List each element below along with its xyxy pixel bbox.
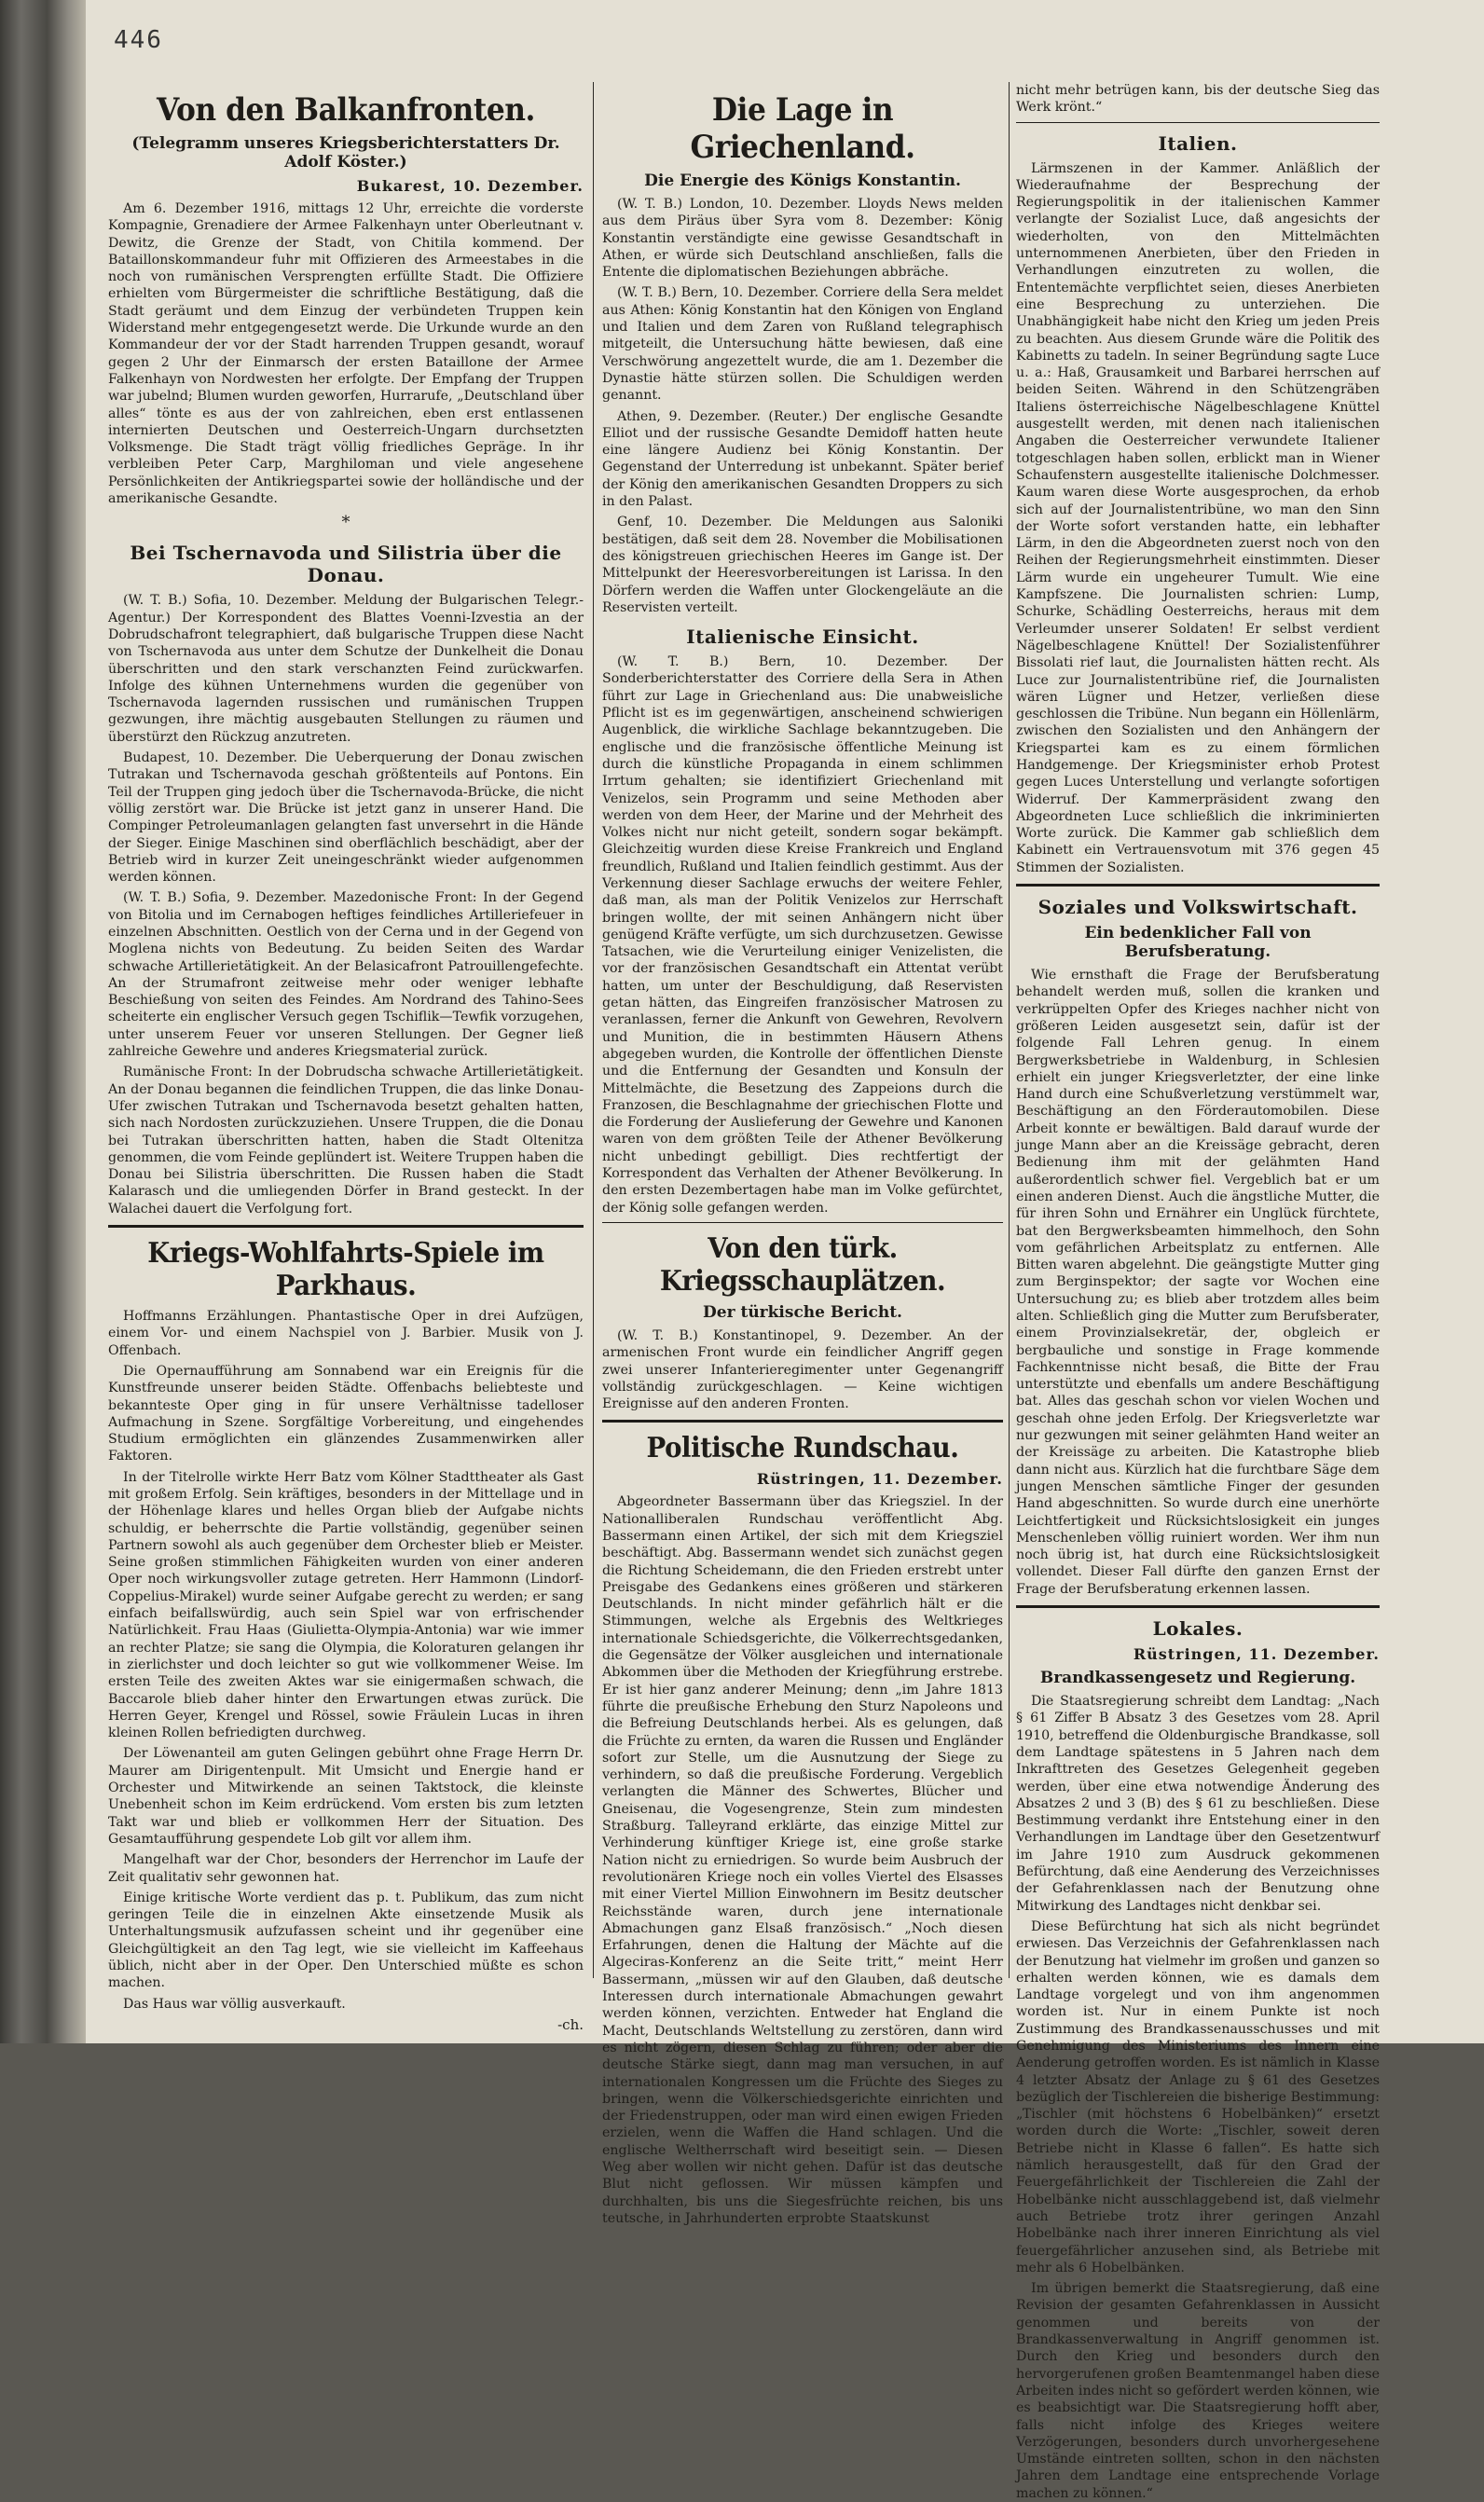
- subtitle-berufsberatung: Ein bedenklicher Fall von Berufsberatung.: [1084, 924, 1312, 962]
- column-rule-1: [593, 82, 594, 1978]
- headline-soziales: Soziales und Volkswirtschaft.: [1037, 896, 1358, 919]
- article-paragraph: Athen, 9. Dezember. (Reuter.) Der englische Gesandte Elliot und der russische Gesandte Demidoff hatten heute eine längere Audienz bei König Konstantin. Der Gegenstand der Unterredung ist unbekannt. Später berief der König den amerikanischen Gesandten Droppers zu sich in den Palast.: [602, 408, 1003, 510]
- article-paragraph: Der Löwenanteil am guten Gelingen gebührt ohne Frage Herrn Dr. Maurer am Dirigentenpult. Mit Umsicht und Energie hand er Orchester und Mitwirkende an seinen Taktstock, die kleinste Unebenheit schon im Keim erdrückend. Vom ersten bis zum letzten Takt war und blieb er vollkommen Herr der Situation. Des Gesamtaufführung gespendete Lob gilt vor allem ihm.: [108, 1746, 584, 1847]
- column-rule-2: [1009, 82, 1010, 1978]
- headline-politische-rundschau: Politische Rundschau.: [646, 1432, 959, 1465]
- article-paragraph: Im übrigen bemerkt die Staatsregierung, daß eine Revision der gesamten Gefahrenklassen in Aussicht genommen und bereits von der Brandkassenverwaltung in Angriff genommen ist. Durch den Krieg und besonders durch den hervorgerufenen großen Beamtenmangel haben diese Arbeiten indes nicht so gefördert werden können, wie es beabsichtigt war. Die Staatsregierung hofft aber, falls nicht infolge des Krieges weitere Verzögerungen, besonders durch unvorhergesehene Umstände eintreten sollten, schon in den nächsten Jahren dem Landtage eine entsprechende Vorlage machen zu können.“: [1016, 2281, 1380, 2501]
- subtitle-brandkassengesetz: Brandkassengesetz und Regierung.: [1039, 1669, 1356, 1688]
- section-rule: [1016, 1605, 1380, 1608]
- dateline-ruestringen-lokales: Rüstringen, 11. Dezember.: [1133, 1645, 1380, 1664]
- author-signature: -ch.: [557, 2015, 584, 2033]
- subtitle-energie: Die Energie des Königs Konstantin.: [644, 172, 961, 190]
- article-subtitle: Hoffmanns Erzählungen. Phantastische Oper in drei Aufzügen, einem Vor- und einem Nachspiel von J. Barbier. Musik von J. Offenbach.: [108, 1309, 584, 1358]
- article-paragraph: Diese Befürchtung hat sich als nicht begründet erwiesen. Das Verzeichnis der Gefahrenklassen nach der Benutzung hat vielmehr im großen und ganzen so erhalten werden können, wie es damals dem Landtage vorgelegt und von ihm angenommen worden ist. Nur in einem Punkte ist noch Zustimmung des Brandkassenausschusses und mit Genehmigung des Ministeriums des Innern eine Aenderung getroffen worden. Es ist nämlich in Klasse 4 letzter Absatz der Anlage zu § 61 des Gesetzes bezüglich der Tischlereien die bisherige Bestimmung: „Tischler (mit höchstens 6 Hobelbänken)“ ersetzt worden durch die Worte: „Tischler, soweit deren Betriebe nicht in Klasse 6 fallen“. Es hatte sich nämlich herausgestellt, daß für den Grad der Feuergefährlichkeit der Tischlereien die Zahl der Hobelbänke nicht ausschlaggebend ist, daß vielmehr auch Betriebe trotz ihrer geringen Anzahl Hobelbänke nach ihrer inneren Einrichtung als viel feuergefährlicher anzusehen sind, als Betriebe mit mehr als 6 Hobelbänken.: [1016, 1918, 1380, 2275]
- separator-star: *: [341, 513, 350, 533]
- article-paragraph: (W. T. B.) Sofia, 9. Dezember. Mazedonische Front: In der Gegend von Bitolia und im Cernabogen heftiges feindliches Artilleriefeuer in einzelnen Abschnitten. Oestlich von der Cerna und in der Gegend von Moglena nichts von Bedeutung. Zu beiden Seiten des Wardar schwache Artillerietätigkeit. An der Belasicafront Patrouillengefechte. An der Strumafront zeitweise mehr oder weniger lebhafte Beschießung von seiten des Feindes. Am Nordrand des Tahino-Sees scheiterte ein englischer Versuch gegen Tschiflik—Tewfik vorzugehen, unter unserem Feuer vor unseren Stellungen. Der Gegner ließ zahlreiche Gewehre und anderes Kriegsmaterial zurück.: [108, 890, 584, 1060]
- book-spine: [0, 0, 86, 2043]
- article-paragraph: Lärmszenen in der Kammer. Anläßlich der Wiederaufnahme der Besprechung der Regierungspolitik in der italienischen Kammer verlangte der Sozialist Luce, daß angesichts der wiederholten, von den Mittelmächten unternommenen Anerbieten, über den Frieden in Verhandlungen einzutreten zu wollen, die Ententemächte verpflichtet seien, dieses Anerbieten eine Besprechung zu unterziehen. Die Unabhängigkeit habe nicht den Krieg um jeden Preis zu beachten. Aus diesem Grunde wäre die Politik des Kabinetts zu tadeln. In seiner Begründung sagte Luce u. a.: Haß, Grausamkeit und Barbarei herrschen auf beiden Seiten. Während in den Schützengräben Italiens österreichische Nägelbeschlagene Knüttel ausgestellt werden, mit denen nach italienischen Angaben die Oesterreicher verwundete Italiener totgeschlagen haben sollen, erblickt man in Wiener Schaufenstern ausgestellte italienische Dolchmesser. Kaum waren diese Worte ausgesprochen, da erhob sich auf der Journalistentribüne, wo man den Sinn der Worte sofort verstanden hatte, ein lebhafter Lärm, in den die Abgeordneten zuerst noch von den Reihen der Regierungsmehrheit einstimmten. Dieser Lärm wurde ein ungeheurer Tumult. Wie eine Kampfszene. Die Journalisten schrien: Lump, Schurke, Schädling Oesterreichs, heraus mit dem Verleumder unserer Soldaten! Er selbst verdient Nägelbeschlagene Knüttel! Der Sozialistenführer Bissolati rief laut, die Journalisten hätten recht. Als Luce zur Journalistentribüne rief, die Journalisten wären Lügner und Hetzer, verließen diese geschlossen die Tribüne. Nun begann ein Höllenlärm, zwischen den Sozialisten und den Anhängern der Kriegspartei kam es zu einem förmlichen Handgemenge. Der Kriegsminister erhob Protest gegen Luces Unterstellung und verlangte sofortigen Widerruf. Der Kammerpräsident zwang den Abgeordneten Luce schließlich die inkriminierten Worte zurück. Die Kammer gab schließlich dem Kabinett ein Vertrauensvotum mit 376 gegen 45 Stimmen der Sozialisten.: [1016, 160, 1380, 875]
- section-rule: [1016, 122, 1380, 123]
- dateline-ruestringen: Rüstringen, 11. Dezember.: [756, 1470, 1003, 1489]
- dateline-bukarest: Bukarest, 10. Dezember.: [356, 177, 584, 195]
- section-rule: [108, 1225, 584, 1228]
- column-1: [108, 82, 584, 2033]
- headline-kriegs-wohlfahrts-spiele: Kriegs-Wohlfahrts-Spiele im Parkhaus.: [147, 1237, 544, 1303]
- article-paragraph: (W. T. B.) Konstantinopel, 9. Dezember. An der armenischen Front wurde ein feindlicher Angriff gegen zwei unserer Infanterieregimenter unter Gegenangriff vollständig zurückgeschlagen. — Keine wichtigen Ereignisse auf den anderen Fronten.: [602, 1327, 1003, 1412]
- article-paragraph: Die Opernaufführung am Sonnabend war ein Ereignis für die Kunstfreunde unserer beiden Städte. Offenbachs beliebteste und bekannteste Oper ging in für unsere Verhältnisse tadelloser Aufmachung in Szene. Sorgfältige Vorbereitung, und eingehendes Studium ermöglichten ein glänzendes Zusammenwirken aller Faktoren.: [108, 1363, 584, 1464]
- headline-griechenland: Die Lage in Griechenland.: [690, 91, 915, 166]
- subtitle-tuerkischer-bericht: Der türkische Bericht.: [703, 1302, 902, 1322]
- article-paragraph: Mangelhaft war der Chor, besonders der Herrenchor im Laufe der Zeit qualitativ sehr gewonnen hat.: [108, 1852, 584, 1885]
- article-paragraph: Am 6. Dezember 1916, mittags 12 Uhr, erreichte die vorderste Kompagnie, Grenadiere der Armee Falkenhayn unter Oberleutnant v. Dewitz, die Grenze der Stadt, von Chitila kommend. Der Bataillonskommandeur fuhr mit Offizieren des Armeestabes in die noch von rumänischen Versprengten erfüllte Stadt. Die Offiziere erhielten vom Bürgermeister die schriftliche Bestätigung, daß die Stadt geräumt und dem Einzug der verbündeten Truppen kein Widerstand mehr entgegengesetzt werde. Die Urkunde wurde an den Kommandeur der vor der Stadt harrenden Truppen gesandt, worauf gegen 2 Uhr der Einmarsch der ersten Bataillone der Armee Falkenhayn von Nordwesten her erfolgte. Der Empfang der Truppen war jubelnd; Blumen wurden geworfen, Hurrarufe, „Deutschland über alles“ tönte es aus der von zahlreichen, eben erst entlassenen internierten Deutschen und Oesterreich-Ungarn durchsetzten Volksmenge. Die Stadt trägt völlig friedliches Gepräge. In ihr verbleiben Peter Carp, Marghiloman und viele angesehene Persönlichkeiten der Antikriegspartei sowie der holländische und der amerikanische Gesandte.: [108, 201, 584, 507]
- article-paragraph: (W. T. B.) Bern, 10. Dezember. Corriere della Sera meldet aus Athen: König Konstantin hat den Königen von England und Italien und dem Zaren von Rußland telegraphisch mitgeteilt, die Untersuchung hätte bewiesen, daß eine Verschwörung angezettelt wurde, die am 1. Dezember die Dynastie hätte stürzen sollen. Die Schuldigen werden genannt.: [602, 285, 1003, 404]
- page-number: 446: [114, 26, 163, 54]
- article-paragraph: In der Titelrolle wirkte Herr Batz vom Kölner Stadttheater als Gast mit großem Erfolg. Sein kräftiges, besonders in der Mittellage und in der Höhenlage klares und helles Organ blieb der Aufgabe nichts schuldig, er beherrschte die Partie vollständig, gegenüber seinen Partnern sowohl als auch gegenüber dem Orchester blieb er Meister. Seine großen stimmlichen Fähigkeiten wurden von einer anderen Oper noch wirkungsvoller zutage getreten. Herr Hammonn (Lindorf-Coppelius-Mirakel) wurde seiner Aufgabe gerecht zu werden; er sang einfach beifallswürdig, auch sein Spiel war von erfrischender Natürlichkeit. Frau Haas (Giulietta-Olympia-Antonia) war wie immer an rechter Platze; sie sang die Olympia, die Koloraturen gelangen ihr in zierlichster und doch leichter so gut wie vollkommener Weise. Im ersten Teile des zweiten Aktes war sie einigermaßen schwach, die Baccarole blieb daher hinter den Erwartungen etwas zurück. Die Herren Geyer, Krengel und Rössel, sowie Fräulein Lucas in ihren kleinen Rollen befriedigten durchweg.: [108, 1469, 584, 1741]
- headline-italien: Italien.: [1158, 131, 1238, 155]
- article-paragraph: Die Staatsregierung schreibt dem Landtag: „Nach § 61 Ziffer B Absatz 3 des Gesetzes vom 28. April 1910, betreffend die Oldenburgische Brandkasse, soll dem Landtage spätestens in 5 Jahren nach dem Inkrafttreten des Gesetzes Gelegenheit gegeben werden, über eine etwa notwendige Änderung des Absatzes 2 und 3 (B) des § 61 zu beschließen. Diese Bestimmung verdankt ihre Entstehung einer in den Verhandlungen im Landtage über den Gesetzentwurf im Jahre 1910 zum Ausdruck gekommenen Befürchtung, daß eine Aenderung des Verzeichnisses der Gefahrenklassen nach der Benutzung ohne Mitwirkung des Landtages nicht denkbar sei.: [1016, 1694, 1380, 1914]
- article-paragraph: Das Haus war völlig ausverkauft.: [123, 1996, 346, 2012]
- section-rule: [602, 1222, 1003, 1223]
- section-rule: [1016, 884, 1380, 887]
- column-2: [602, 82, 1003, 2226]
- article-paragraph: Abgeordneter Bassermann über das Kriegsziel. In der Nationalliberalen Rundschau veröffentlicht Abg. Bassermann einen Artikel, der sich mit dem Kriegsziel beschäftigt. Abg. Bassermann wendet sich zunächst gegen die Richtung Scheidemann, die den Frieden erstrebt unter Preisgabe des Gedankens eines größeren und stärkeren Deutschlands. In nicht minder gefährlich hält er die Stimmungen, welche als Ergebnis des Weltkrieges internationale Schiedsgerichte, die Völkerrechtsgedanken, die Gegensätze der Völker ausgleichen und internationale Abkommen über die Methoden der Kriegführung erstrebe. Er ist hier ganz anderer Meinung; denn „im Jahre 1813 führte die preußische Erhebung den Sturz Napoleons und die Befreiung Deutschlands herbei. Als es gelungen, daß die Früchte zu ernten, da waren die Russen und Engländer sofort zur Stelle, um die Ausnutzung der Siege zu verhindern, so daß die preußische Forderung. Vergeblich verlangten die Männer des Schwertes, Blücher und Gneisenau, die Vogesengrenze, Stein zum mindesten Straßburg. Talleyrand erklärte, das einzige Mittel zur Verhinderung künftiger Kriege ist, eine große starke Nation nicht zu erniedrigen. So wurde beim Ausbruch der revolutionären Kriege noch ein volles Viertel des Elsasses mit einer Viertel Million Einwohnern im Besitz deutscher Reichsstände waren, durch jene internationale Abmachungen ganz Elsaß französisch.“ „Noch diesen Erfahrungen, denen die Haltung der Mächte auf die Algeciras-Konferenz an die Seite tritt,“ meint Herr Bassermann, „müssen wir auf den Glauben, daß deutsche Interessen durch internationale Abmachungen gewahrt werden können, verzichten. Entweder hat England die Macht, Deutschlands Weltstellung zu zerstören, dann wird es nicht zögern, diesen Schlag zu führen; oder aber die deutsche Stärke siegt, dann mag man versuchen, in auf internationalen Kongressen um die Früchte des Sieges zu bringen, wenn die Völkerschiedsgerichte einrichten und der Friedenstruppen, oder man wird einen ewigen Frieden erzielen, wenn die Waffen die Hand schlagen. Und die englische Weltherrschaft wird beseitigt sein. — Diesen Weg aber wollen wir nicht gehen. Dafür ist das deutsche Blut nicht geflossen. Wir müssen kämpfen und durchhalten, bis uns die Siegesfrüchte reichen, bis uns teutsche, in Jahrhunderten erprobte Staatskunst: [602, 1494, 1003, 2226]
- headline-kriegsschauplaetze: Von den türk. Kriegsschauplätzen.: [659, 1231, 946, 1298]
- article-paragraph: Budapest, 10. Dezember. Die Ueberquerung der Donau zwischen Tutrakan und Tschernavoda geschah größtenteils auf Pontons. Ein Teil der Truppen ging jedoch über die Tschernavoda-Brücke, die nicht völlig zerstört war. Die Brücke ist jetzt ganz in unserer Hand. Die Compinger Petroleumanlagen gelangten fast unversehrt in die Hände der Sieger. Einige Maschinen sind oberflächlich beschädigt, aber der Betrieb wird in kurzer Zeit uneingeschränkt wieder aufgenommen werden können.: [108, 750, 584, 886]
- section-rule: [602, 1420, 1003, 1423]
- subtitle-telegramm: (Telegramm unseres Kriegsberichterstatters Dr. Adolf Köster.): [131, 134, 560, 172]
- article-paragraph: Rumänische Front: In der Dobrudscha schwache Artillerietätigkeit. An der Donau begannen die feindlichen Truppen, die das linke Donau-Ufer zwischen Tutrakan und Tschernavoda besetzt gehalten hatten, sich nach Nordosten zurückzuziehen. Unsere Truppen, die die Donau bei Tutrakan überschritten hatten, haben die Stadt Oltenitza genommen, die vom Feinde geplündert ist. Weitere Truppen haben die Donau bei Silistria überschritten. Die Russen haben die Stadt Kalarasch und die umliegenden Dörfer in Brand gesteckt. In der Walachei dauert die Verfolgung fort.: [108, 1065, 584, 1217]
- column-3: [1016, 82, 1380, 2501]
- headline-balkanfronten: Von den Balkanfronten.: [157, 91, 535, 129]
- article-paragraph: Wie ernsthaft die Frage der Berufsberatung behandelt werden muß, sollen die kranken und verkrüppelten Opfer des Krieges nachher nicht von größeren Leiden ausgesetzt sein, dafür ist der folgende Fall Lehren genug. In einem Bergwerksbetriebe in Waldenburg, in Schlesien erhielt ein junger Kriegsverletzter, der eine linke Hand durch eine Schußverletzung verstümmelt war, Beschäftigung an den Förderautomobilen. Diese Arbeit konnte er bewältigen. Bald darauf wurde der junge Mann aber an die Kreissäge gebracht, deren Bedienung ihm mit der gelähmten Hand außerordentlich schwer fiel. Vergeblich bat er um einen anderen Dienst. Auch die ängstliche Mutter, die für ihren Sohn und Ernährer ein Unglück fürchtete, bat den Bergwerksbeamten himmelhoch, den Sohn vom gefährlichen Arbeitsplatz zu entfernen. Alle Bitten waren abgelehnt. Die geängstigte Mutter ging zum Berginspektor; der sagte vor Wochen eine Untersuchung zu; es blieb aber trotzdem alles beim alten. Schließlich ging die Mutter zum Berufsberater, einem Provinzialsekretär, der, obgleich er bergbauliche und sonstige in Frage kommende Fachkenntnisse nicht besaß, die Bitte der Frau unterstützte und ebenfalls um andere Beschäftigung bat. Alles das geschah schon vor vielen Wochen und geschah ohne jeden Erfolg. Der Kriegsverletzte war nur gezwungen mit seiner gelähmten Hand weiter an der Kreissäge zu arbeiten. Die Katastrophe blieb dann nicht aus. Kürzlich hat die furchtbare Säge dem jungen Menschen sämtliche Finger der gesunden Hand abgeschnitten. So wurde durch eine unerhörte Leichtfertigkeit und Rücksichtslosigkeit ein junges Menschenleben völlig ruiniert worden. Wer ihm nun noch übrig ist, hat durch eine Rücksichtslosigkeit vollendet. Dieser Fall dürfte den ganzen Ernst der Frage der Berufsberatung erkennen lassen.: [1016, 968, 1380, 1597]
- section-heading-donau: Bei Tschernavoda und Silistria über die Donau.: [130, 542, 562, 587]
- article-paragraph: nicht mehr betrügen kann, bis der deutsche Sieg das Werk krönt.“: [1016, 83, 1380, 116]
- section-heading-italienische-einsicht: Italienische Einsicht.: [686, 626, 919, 649]
- article-paragraph: (W. T. B.) Bern, 10. Dezember. Der Sonderberichterstatter des Corriere della Sera in Athen führt zur Lage in Griechenland aus: Die unabweisliche Pflicht ist es im gegenwärtigen, anscheinend schwierigen Augenblick, die wirkliche Sachlage bekanntzugeben. Die englische und die französische öffentliche Meinung ist durch die künstliche Propaganda in einem schlimmen Irrtum gehalten; sie identifiziert Griechenland mit Venizelos, sein Programm und seine Methoden aber werden von dem Heer, der Marine und der Mehrheit des Volkes nicht nur nicht geteilt, sondern sogar bekämpft. Gleichzeitig wurden diese Kreise Frankreich und England freundlich, Rußland und Italien feindlich gestimmt. Aus der Verkennung dieser Sachlage erwuchs der weitere Fehler, daß man, als man der Politik Venizelos zur Herrschaft bringen wollte, der mit seinen Anhängern nicht über genügend Kräfte verfügte, um sich durchzusetzen. Gewisse Tatsachen, wie die Verurteilung einiger Venizelisten, die vor der französischen Gesandtschaft ein Attentat verübt hatten, um unter der Beschuldigung, daß Reservisten getan hätten, das Eingreifen französischer Matrosen zu veranlassen, ferner die Ankunft von Gewehren, Revolvern und Munition, die in bestimmten Häusern Athens abgegeben wurden, die Kontrolle der öffentlichen Dienste und die Entfernung der Gesandten und Konsuln der Mittelmächte, die Besetzung des Zappeions durch die Franzosen, die Beschlagnahme der griechischen Flotte und die Forderung der Auslieferung der Gewehre und Kanonen waren von dem größten Teile der Athener Bevölkerung nicht unbedingt gebilligt. Dies rechtfertigt der Korrespondent das Verhalten der Athener Bevölkerung. In den ersten Dezembertagen habe man im Volke gefürchtet, der König solle gefangen werden.: [602, 654, 1003, 1216]
- article-paragraph: Einige kritische Worte verdient das p. t. Publikum, das zum nicht geringen Teile die in einzelnen Akte einsetzende Musik als Unterhaltungsmusik aufzufassen scheint und ihr gegenüber eine Gleichgültigkeit an den Tag legt, wie sie vielleicht im Kaffeehaus üblich, nicht aber in der Oper. Den Unterschied müßte es schon machen.: [108, 1890, 584, 1991]
- article-paragraph: Genf, 10. Dezember. Die Meldungen aus Saloniki bestätigen, daß seit dem 28. November die Mobilisationen des königstreuen griechischen Heeres im Gange ist. Der Mittelpunkt der Heeresvorbereitungen ist Larissa. In den Dörfern werden die Waffen unter Glockengeläute an die Reservisten verteilt.: [602, 515, 1003, 615]
- article-paragraph: (W. T. B.) London, 10. Dezember. Lloyds News melden aus dem Piräus über Syra vom 8. Dezember: König Konstantin verständigte eine gewisse Gesandtschaft in Athen, er würde sich Deutschland anschließen, falls die Entente die diplomatischen Beziehungen abbräche.: [602, 197, 1003, 281]
- headline-lokales: Lokales.: [1152, 1617, 1244, 1641]
- article-paragraph: (W. T. B.) Sofia, 10. Dezember. Meldung der Bulgarischen Telegr.-Agentur.) Der Korrespondent des Blattes Voenni-Izvestia an der Dobrudschafront telegraphiert, daß bulgarische Truppen diese Nacht von Tschernavoda aus unter dem Schutze der Dunkelheit die Donau überschritten und den stark verschanzten Feind zurückwarfen. Infolge des kühnen Unternehmens wurden die gegenüber von Tschernavoda lagernden russischen und rumänischen Truppen gezwungen, ihre mächtig ausgebauten Stellungen zu räumen und überstürzt den Rückzug anzutreten.: [108, 593, 584, 745]
